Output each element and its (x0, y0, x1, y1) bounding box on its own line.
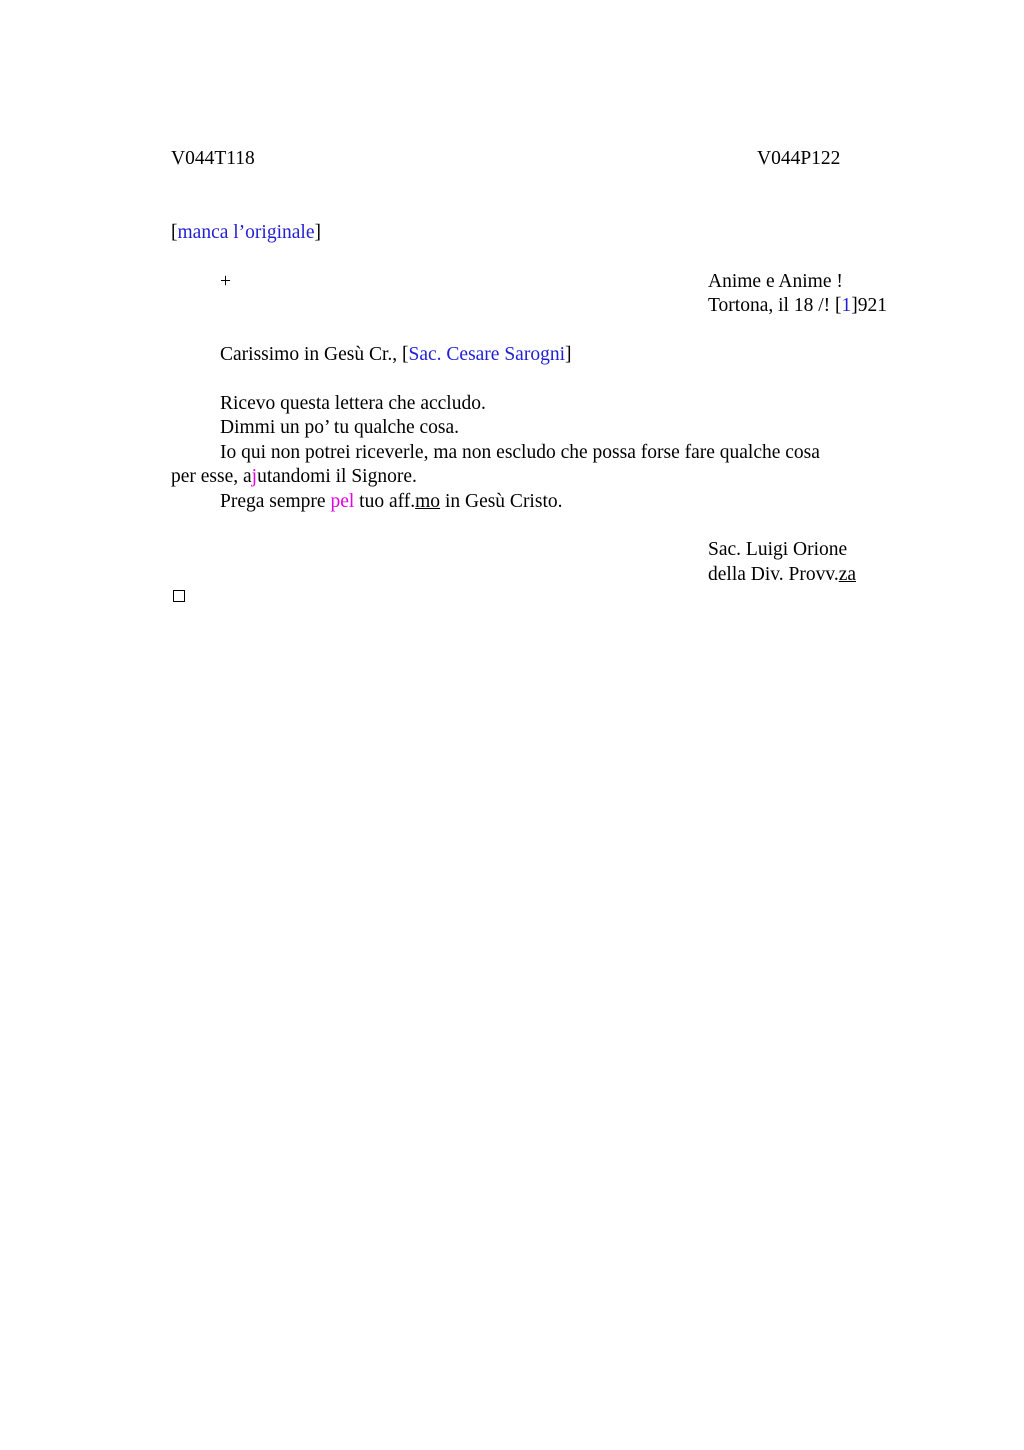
line5-mid: tuo aff. (354, 491, 416, 512)
body-line-1: Ricevo questa lettera che accludo. (220, 393, 486, 414)
date-fix: 1 (841, 295, 852, 316)
salutation-close: ] (565, 344, 572, 365)
recipient-name: Sac. Cesare Sarogni (408, 344, 565, 365)
date-line (708, 294, 887, 318)
header-right-code: V044P122 (757, 148, 841, 169)
signature-name: Sac. Luigi Orione (708, 539, 848, 560)
signature-title (708, 563, 856, 587)
line5-correction: pel (330, 491, 355, 512)
body-line-4 (171, 465, 417, 489)
line5-post: in Gesù Cristo. (440, 491, 563, 512)
editorial-note (171, 221, 321, 245)
body-line-2: Dimmi un po’ tu qualche cosa. (220, 417, 459, 438)
line4-pre: per esse, a (171, 466, 252, 487)
note-bracket-open: [ (171, 222, 178, 243)
signature-title-abbrev: za (838, 564, 857, 585)
date-pre: Tortona, il 18 /! [ (708, 295, 842, 316)
date-post: ]921 (851, 295, 887, 316)
body-line-3: Io qui non potrei riceverle, ma non escludo che possa forse fare qualche cosa (220, 442, 820, 463)
body-line-5 (220, 490, 562, 514)
note-bracket-close: ] (314, 222, 321, 243)
heading-motto: Anime e Anime ! (708, 271, 843, 292)
end-of-document-box-icon (173, 590, 185, 602)
salutation (220, 343, 572, 367)
salutation-text: Carissimo in Gesù Cr., [ (220, 344, 409, 365)
note-text: manca l’originale (177, 222, 315, 243)
line4-correction: j (251, 466, 258, 487)
line5-abbrev: mo (415, 491, 441, 512)
cross-mark: + (220, 271, 231, 292)
line4-post: utandomi il Signore. (257, 466, 417, 487)
line5-pre: Prega sempre (220, 491, 331, 512)
header-left-code: V044T118 (171, 148, 255, 169)
signature-title-pre: della Div. Provv. (708, 564, 839, 585)
